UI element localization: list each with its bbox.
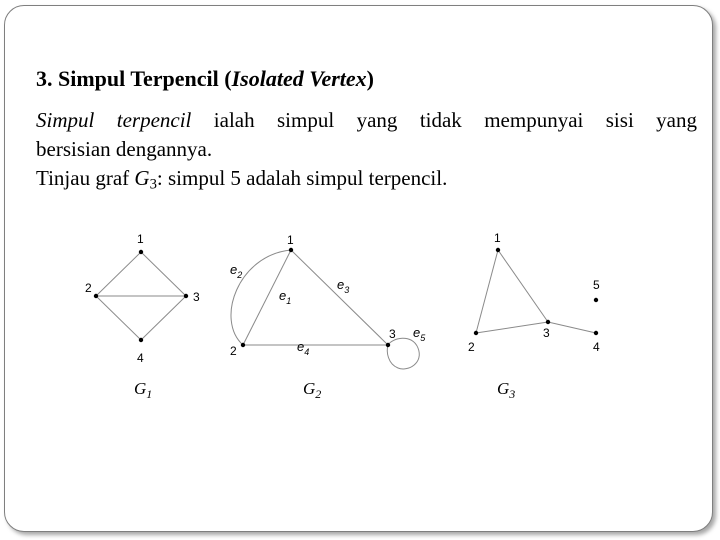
- g3-edge-1-3: [498, 250, 548, 322]
- g1-vertex-label-2: 2: [85, 281, 92, 295]
- g2-vertex-2: [241, 343, 245, 347]
- g3-vertex-label-3: 3: [543, 326, 550, 340]
- example-before: Tinjau graf: [36, 166, 135, 190]
- g1-vertex-3: [184, 294, 188, 298]
- g3-vertex-3: [546, 320, 550, 324]
- g3-edge-1-2: [476, 250, 498, 333]
- g3-edge-2-3: [476, 322, 548, 333]
- g3-edge-3-4: [548, 322, 596, 333]
- g3-vertex-label-1: 1: [494, 231, 501, 245]
- g1-name: $G_1$: [134, 379, 153, 401]
- g1-edge-3-4: [141, 296, 186, 340]
- g1-edge-1-3: [141, 252, 186, 296]
- g2-edge-label-e5: $e_5$: [413, 325, 426, 343]
- g2-edge-e5-loop: [387, 338, 419, 369]
- g1-vertex-1: [139, 250, 143, 254]
- g1-edge-1-2: [96, 252, 141, 296]
- g1-vertex-label-4: 4: [137, 351, 144, 365]
- definition-line-2: bersisian dengannya.: [36, 137, 213, 161]
- g2-edge-label-e1: $e_1$: [279, 288, 292, 306]
- heading-italic-term: Isolated Vertex: [231, 66, 367, 91]
- g2-edge-label-e2: $e_2$: [230, 262, 243, 280]
- example-graph-letter: G: [134, 166, 150, 190]
- g3-vertex-2: [474, 331, 478, 335]
- g3-vertex-label-2: 2: [468, 340, 475, 354]
- g1-vertex-label-1: 1: [137, 232, 144, 246]
- example-graph-sub: 3: [149, 176, 157, 193]
- g3-vertex-1: [496, 248, 500, 252]
- example-after: : simpul 5 adalah simpul terpencil.: [156, 166, 448, 190]
- g2-vertex-label-1: 1: [287, 233, 294, 247]
- heading-suffix: ): [366, 66, 374, 91]
- g2-edge-e3: [291, 250, 388, 345]
- g1-vertex-2: [94, 294, 98, 298]
- graph-g2: [230, 233, 426, 401]
- g2-vertex-label-2: 2: [230, 344, 237, 358]
- g2-edge-label-e4: $e_4$: [297, 339, 310, 357]
- graph-g1: [85, 232, 200, 401]
- heading-prefix: 3. Simpul Terpencil (: [36, 66, 232, 91]
- g2-vertex-label-3: 3: [389, 327, 396, 341]
- g1-edge-2-4: [96, 296, 141, 340]
- g3-vertex-5-isolated: [594, 298, 598, 302]
- g1-vertex-label-3: 3: [193, 290, 200, 304]
- g3-vertex-4: [594, 331, 598, 335]
- g1-vertex-4: [139, 338, 143, 342]
- definition-text: ialah simpul yang tidak mempunyai sisi yang: [191, 108, 697, 132]
- g2-vertex-1: [289, 248, 293, 252]
- definition-term: Simpul terpencil: [36, 108, 192, 132]
- g2-vertex-3: [386, 343, 390, 347]
- graph-g3: [468, 231, 600, 401]
- g2-name: $G_2$: [303, 379, 322, 401]
- g3-vertex-label-4: 4: [593, 340, 600, 354]
- g3-name: $G_3$: [497, 379, 516, 401]
- g3-vertex-label-5: 5: [593, 278, 600, 292]
- g2-edge-label-e3: $e_3$: [337, 277, 350, 295]
